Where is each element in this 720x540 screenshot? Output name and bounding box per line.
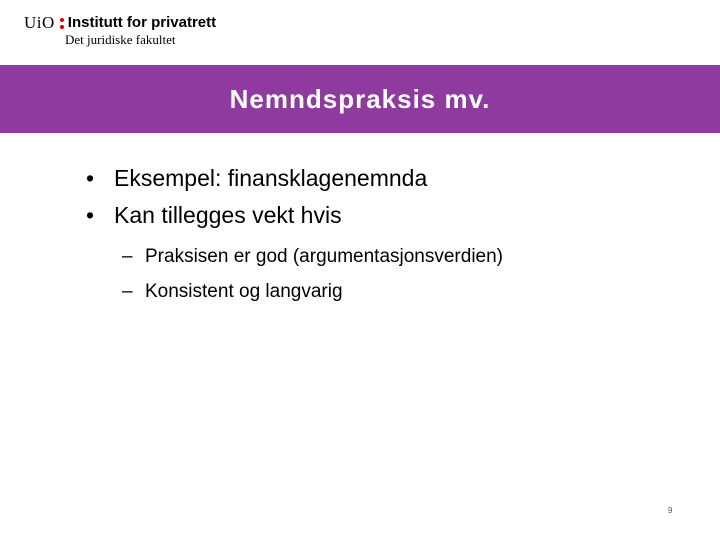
sub-bullet-item — [0, 274, 720, 309]
sub-bullet-text: Konsistent og langvarig — [145, 281, 343, 302]
bullet-text: Eksempel: finansklagenemnda — [114, 165, 428, 191]
sub-bullet-text: Praksisen er god (argumentasjonsverdien) — [145, 246, 504, 267]
bullet-mark: • — [86, 165, 95, 191]
bullet-item — [0, 197, 720, 234]
bullet-text: Kan tillegges vekt hvis — [114, 202, 342, 228]
bullet-item — [0, 160, 720, 197]
logo-dot — [60, 18, 64, 22]
sub-bullet-mark: – — [122, 246, 133, 267]
logo-dot — [60, 25, 64, 29]
uio-wordmark: UiO — [24, 13, 55, 32]
sub-bullet-item — [0, 239, 720, 274]
title-band — [0, 65, 720, 133]
logo-dots-icon — [60, 18, 64, 29]
uio-logo — [24, 14, 216, 47]
logo-top-line — [24, 14, 216, 32]
sub-bullet-mark: – — [122, 281, 133, 302]
page-number: 9 — [668, 506, 673, 515]
slide-header — [0, 0, 720, 64]
slide-content — [0, 160, 720, 309]
institute-name: Institutt for privatrett — [67, 14, 217, 31]
slide-title: Nemndspraksis mv. — [229, 84, 491, 114]
faculty-name: Det juridiske fakultet — [65, 32, 176, 47]
bullet-mark: • — [86, 202, 95, 228]
